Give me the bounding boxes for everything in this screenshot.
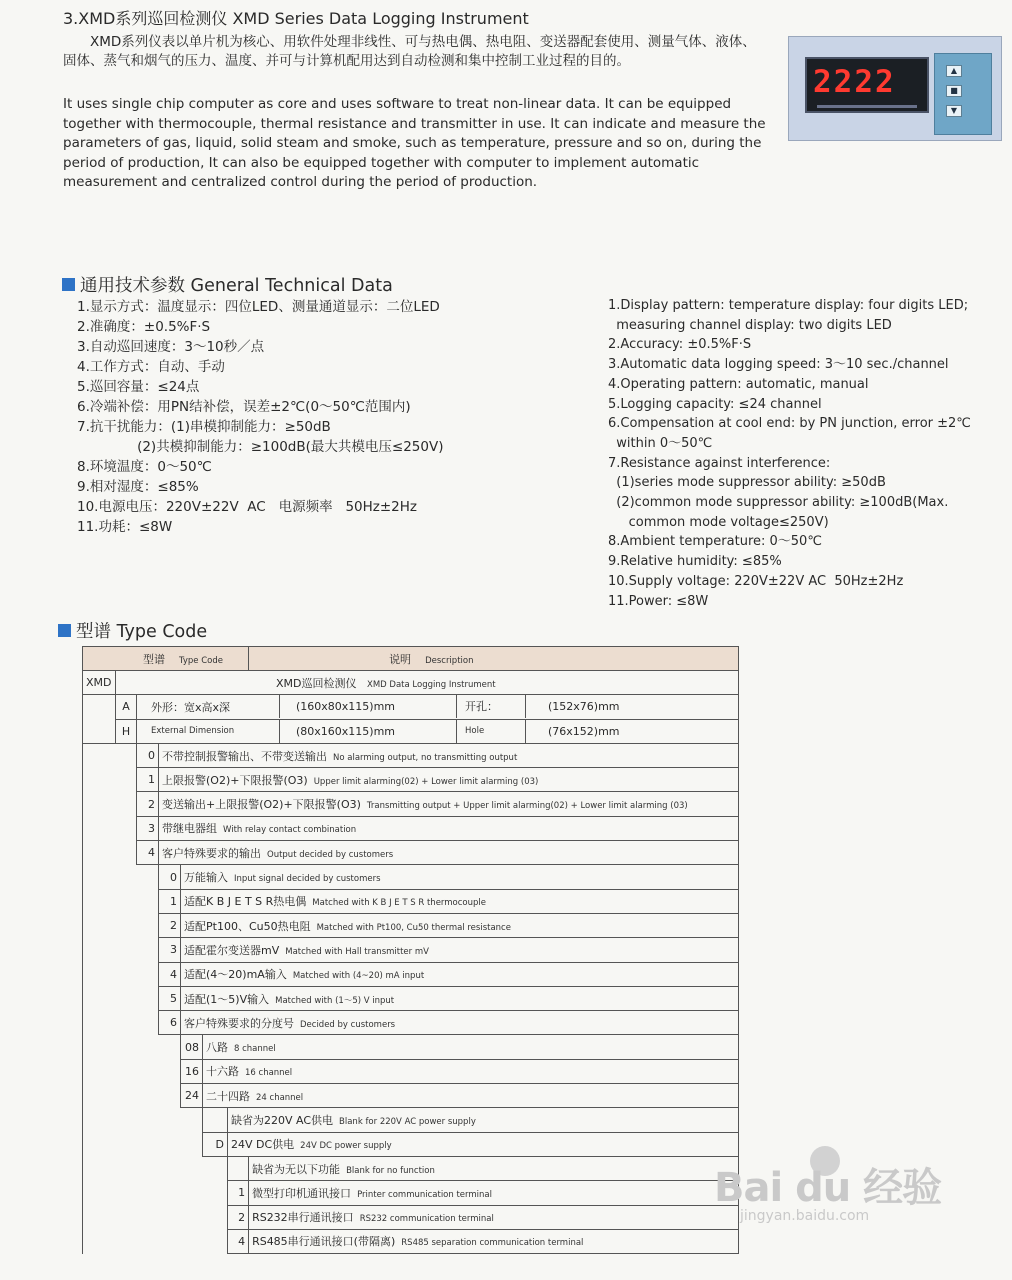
- intro-english: It uses single chip computer as core and uses software to treat non-linear data. It can be equipped together with thermocouple, thermal resistance and transmitter in use. It can indicate and measure the parameters of gas, liquid, solid steam and smoke, such as temperature, pressure and so on, during the period of production, It can also be equipped together with computer to implement automatic measurement and centralized control during the period of production.: [63, 96, 766, 190]
- outputs-desc-en: Output decided by customers: [267, 849, 394, 860]
- general-heading: [62, 272, 393, 297]
- spec-list-english: [608, 296, 971, 611]
- spec-line: 9.Relative humidity: ≤85%: [608, 554, 782, 570]
- device-digits: 2222: [813, 64, 896, 100]
- outputs-desc-cn: 上限报警(O2)+下限报警(O3): [162, 773, 308, 787]
- channels-desc-en: 16 channel: [245, 1068, 293, 1079]
- spec-line: 10.电源电压：220V±22V AC 电源频率 50Hz±2Hz: [77, 499, 418, 515]
- device-down-button-icon: ▼: [946, 105, 962, 117]
- xmd-desc-cn: XMD巡回检测仪: [276, 676, 357, 690]
- inputs-desc-en: Matched with (4~20) mA input: [292, 971, 425, 982]
- inputs-desc-en: Matched with Pt100, Cu50 thermal resistance: [316, 922, 511, 933]
- hole-label-en: Hole: [456, 720, 525, 743]
- square-bullet-icon: [58, 624, 71, 637]
- spec-line: 1.显示方式：温度显示：四位LED、测量通道显示：二位LED: [77, 299, 440, 315]
- inputs-desc-en: Matched with Hall transmitter mV: [285, 946, 429, 957]
- outputs-code: 4: [137, 841, 159, 865]
- page-title: 3.XMD系列巡回检测仪 XMD Series Data Logging Instrument: [63, 9, 529, 28]
- comm-desc-cn: 缺省为无以下功能: [252, 1162, 341, 1176]
- table-row: [83, 1059, 739, 1083]
- spec-line: 5.巡回容量：≤24点: [77, 379, 200, 395]
- table-row: [83, 816, 739, 840]
- table-row: [83, 719, 739, 743]
- type-code-table: [82, 646, 739, 1254]
- table-row: [83, 865, 739, 889]
- comm-desc-cn: 微型打印机通讯接口: [252, 1186, 352, 1200]
- hdr-type-en: Type Code: [179, 655, 223, 666]
- table-row: [83, 1205, 739, 1229]
- general-heading-text: 通用技术参数 General Technical Data: [80, 276, 393, 296]
- table-row: [83, 889, 739, 913]
- outputs-desc-cn: 带继电器组: [162, 822, 217, 836]
- spec-line: 4.工作方式：自动、手动: [77, 359, 225, 375]
- spec-line: 4.Operating pattern: automatic, manual: [608, 376, 869, 392]
- comm-desc-en: Blank for no function: [346, 1165, 435, 1176]
- spec-line: measuring channel display: two digits LED: [608, 317, 892, 333]
- spec-line: 2.Accuracy: ±0.5%F·S: [608, 337, 752, 353]
- table-row: [83, 962, 739, 986]
- spec-line: 7.Resistance against interference:: [608, 455, 831, 471]
- comm-code: 1: [228, 1181, 249, 1205]
- dim-code: A: [116, 695, 137, 719]
- comm-desc-cn: RS485串行通讯接口(带隔离): [252, 1235, 396, 1249]
- hole-size: (76x152)mm: [525, 720, 620, 743]
- spec-line: 2.准确度：±0.5%F·S: [77, 319, 211, 335]
- baidu-watermark: [712, 1156, 952, 1228]
- spec-line: 11.Power: ≤8W: [608, 593, 709, 609]
- channels-desc-cn: 十六路: [206, 1065, 239, 1079]
- outputs-code: 1: [137, 768, 159, 792]
- spec-line: 8.Ambient temperature: 0～50℃: [608, 534, 822, 550]
- spec-line: 6.Compensation at cool end: by PN junction, error ±2℃: [608, 416, 971, 432]
- table-row: [83, 841, 739, 865]
- channels-code: 24: [181, 1084, 203, 1108]
- dim-code: H: [116, 719, 137, 743]
- hdr-type-cn: 型谱: [143, 652, 165, 666]
- table-row: [83, 986, 739, 1010]
- inputs-desc-cn: 适配K B J E T S R热电偶: [184, 895, 307, 909]
- inputs-code: 4: [159, 962, 181, 986]
- outputs-code: 2: [137, 792, 159, 816]
- xmd-code: XMD: [83, 671, 116, 695]
- watermark-url: jingyan.baidu.com: [740, 1208, 870, 1224]
- spec-line: within 0～50℃: [608, 435, 713, 451]
- spec-line: 5.Logging capacity: ≤24 channel: [608, 396, 822, 412]
- spec-line: 10.Supply voltage: 220V±22V AC 50Hz±2Hz: [608, 573, 904, 589]
- hole-size: (152x76)mm: [525, 695, 620, 718]
- table-row: [83, 1084, 739, 1108]
- comm-desc-cn: RS232串行通讯接口: [252, 1211, 354, 1225]
- comm-desc-en: RS485 separation communication terminal: [401, 1238, 584, 1249]
- inputs-desc-cn: 适配Pt100、Cu50热电阻: [184, 919, 311, 933]
- comm-desc-en: Printer communication terminal: [357, 1189, 492, 1200]
- inputs-code: 6: [159, 1011, 181, 1035]
- inputs-code: 2: [159, 913, 181, 937]
- inputs-desc-cn: 客户特殊要求的分度号: [184, 1016, 294, 1030]
- inputs-desc-en: Decided by customers: [300, 1019, 396, 1030]
- power-desc-cn: 缺省为220V AC供电: [231, 1113, 334, 1127]
- table-row: [83, 1181, 739, 1205]
- outputs-desc-en: Transmitting output + Upper limit alarming(02) + Lower limit alarming (03): [366, 801, 688, 812]
- power-code: [203, 1108, 228, 1132]
- comm-code: [228, 1156, 249, 1180]
- table-row: [83, 1132, 739, 1156]
- device-photo: [788, 36, 1002, 141]
- dim-size: (80x160x115)mm: [279, 720, 456, 743]
- spec-list-chinese: [77, 297, 443, 537]
- spec-line: 3.Automatic data logging speed: 3～10 sec./channel: [608, 357, 949, 373]
- outputs-desc-cn: 变送输出+上限报警(O2)+下限报警(O3): [162, 798, 361, 812]
- table-row: [83, 743, 739, 767]
- power-desc-cn: 24V DC供电: [231, 1138, 295, 1152]
- spec-line: 3.自动巡回速度：3～10秒／点: [77, 339, 265, 355]
- table-row: [83, 1108, 739, 1132]
- table-row: [83, 768, 739, 792]
- comm-code: 4: [228, 1229, 249, 1253]
- inputs-desc-cn: 适配(4～20)mA输入: [184, 968, 287, 982]
- dim-size: (160x80x115)mm: [279, 695, 456, 718]
- spec-line: 8.环境温度：0～50℃: [77, 459, 212, 475]
- outputs-code: 0: [137, 743, 159, 767]
- table-row: [83, 1156, 739, 1180]
- spec-line: (1)series mode suppressor ability: ≥50dB: [608, 475, 886, 491]
- inputs-code: 1: [159, 889, 181, 913]
- xmd-desc-en: XMD Data Logging Instrument: [367, 679, 496, 690]
- channels-desc-en: 24 channel: [256, 1092, 304, 1103]
- power-desc-en: Blank for 220V AC power supply: [339, 1116, 476, 1127]
- comm-desc-en: RS232 communication terminal: [359, 1214, 494, 1225]
- typecode-heading-text: 型谱 Type Code: [76, 622, 208, 642]
- device-indicator-bar: [817, 105, 917, 108]
- table-row: [83, 1229, 739, 1253]
- power-code: D: [203, 1132, 228, 1156]
- comm-code: 2: [228, 1205, 249, 1229]
- dim-label-en: External Dimension: [151, 726, 235, 737]
- table-row: [83, 695, 739, 719]
- outputs-desc-cn: 客户特殊要求的输出: [162, 846, 261, 860]
- table-row: [83, 913, 739, 937]
- inputs-desc-en: Matched with (1～5) V input: [275, 995, 395, 1006]
- power-desc-en: 24V DC power supply: [300, 1141, 392, 1152]
- spec-line: 9.相对湿度：≤85%: [77, 479, 199, 495]
- spec-line: 6.冷端补偿：用PN结补偿，误差±2℃(0～50℃范围内): [77, 399, 411, 415]
- channels-desc-cn: 八路: [206, 1041, 228, 1055]
- channels-code: 16: [181, 1059, 203, 1083]
- spec-line: 1.Display pattern: temperature display: four digits LED;: [608, 298, 969, 313]
- channels-desc-cn: 二十四路: [206, 1089, 250, 1103]
- inputs-code: 5: [159, 986, 181, 1010]
- watermark-logo: Bai du 经验: [714, 1165, 942, 1211]
- inputs-desc-cn: 适配霍尔变送器mV: [184, 943, 280, 957]
- square-bullet-icon: [62, 278, 75, 291]
- device-set-button-icon: ■: [946, 85, 962, 97]
- intro-chinese: XMD系列仪表以单片机为核心、用软件处理非线性、可与热电偶、热电阻、变送器配套使用、测量气体、液体、固体、蒸气和烟气的压力、温度、并可与计算机配用达到自动检测和集中控制工业过程的目的。: [63, 34, 756, 69]
- spec-line: 7.抗干扰能力：(1)串模抑制能力：≥50dB: [77, 419, 331, 435]
- table-header-row: [83, 647, 739, 671]
- outputs-desc-cn: 不带控制报警输出、不带变送输出: [162, 749, 327, 763]
- device-up-button-icon: ▲: [946, 65, 962, 77]
- inputs-code: 0: [159, 865, 181, 889]
- spec-line: 11.功耗：≤8W: [77, 519, 173, 535]
- hdr-desc-en: Description: [425, 655, 474, 666]
- spec-line: (2)common mode suppressor ability: ≥100dB(Max.: [608, 495, 949, 511]
- outputs-desc-en: With relay contact combination: [223, 825, 357, 836]
- spec-line: common mode voltage≤250V): [608, 514, 829, 530]
- outputs-code: 3: [137, 816, 159, 840]
- inputs-desc-en: Matched with K B J E T S R thermocouple: [312, 898, 486, 909]
- hdr-desc-cn: 说明: [389, 652, 412, 666]
- dim-label-cn: 外形：宽x高x深: [151, 700, 231, 714]
- spec-line: (2)共模抑制能力：≥100dB(最大共模电压≤250V): [77, 439, 444, 455]
- hole-label-cn: 开孔：: [456, 695, 525, 718]
- table-row: [83, 792, 739, 816]
- inputs-desc-cn: 适配(1～5)V输入: [184, 992, 270, 1006]
- table-row: [83, 938, 739, 962]
- inputs-desc-cn: 万能输入: [184, 871, 228, 885]
- channels-code: 08: [181, 1035, 203, 1059]
- table-row: [83, 1011, 739, 1035]
- channels-desc-en: 8 channel: [234, 1044, 276, 1055]
- table-row: [83, 671, 739, 695]
- outputs-desc-en: Upper limit alarming(02) + Lower limit alarming (03): [313, 776, 539, 787]
- outputs-desc-en: No alarming output, no transmitting output: [333, 752, 518, 763]
- inputs-desc-en: Input signal decided by customers: [234, 874, 381, 885]
- inputs-code: 3: [159, 938, 181, 962]
- device-button-panel: [934, 53, 992, 135]
- table-row: [83, 1035, 739, 1059]
- typecode-heading: [58, 618, 207, 643]
